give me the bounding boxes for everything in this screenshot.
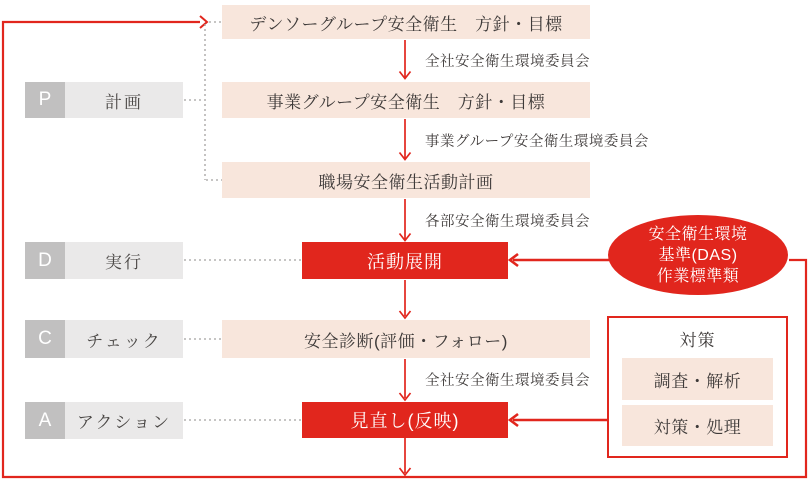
pdca-label-check: チェック [65, 320, 183, 358]
pdca-letter-check: C [25, 320, 65, 358]
feedback-loop-arrowhead [200, 16, 207, 28]
countermeasure-title: 対策 [679, 331, 716, 350]
business-committee-label: 事業グループ安全衛生環境委員会 [425, 134, 649, 150]
pdca-letter-plan: P [25, 82, 65, 118]
standards-to-deploy-arrow [510, 254, 610, 266]
pdca-letter-do: D [25, 242, 65, 279]
pdca-label-action: アクション [65, 402, 183, 439]
safety-diagnosis-box: 安全診断(評価・フォロー) [222, 320, 590, 358]
countermeasure-treatment-box: 対策・処理 [622, 405, 773, 446]
pdca-letter-action: A [25, 402, 65, 439]
company-committee-label: 全社安全衛生環境委員会 [425, 54, 590, 70]
standards-line-2: 基準(DAS) [658, 246, 738, 264]
standards-ellipse [608, 215, 788, 295]
standards-line-3: 作業標準類 [656, 267, 740, 285]
business-group-policy-box: 事業グループ安全衛生 方針・目標 [222, 82, 590, 118]
countermeasure-to-review-arrow [510, 414, 608, 426]
review-box: 見直し(反映) [302, 402, 508, 438]
company-committee-label-2: 全社安全衛生環境委員会 [425, 373, 590, 389]
pdca-label-plan: 計画 [65, 82, 183, 118]
pdca-label-do: 実行 [65, 242, 183, 279]
countermeasure-box [607, 316, 788, 458]
standards-line-1: 安全衛生環境 [648, 225, 748, 243]
workplace-plan-box: 職場安全衛生活動計画 [222, 162, 590, 198]
investigation-analysis-box: 調査・解析 [622, 358, 773, 400]
activity-deployment-box: 活動展開 [302, 242, 508, 279]
denso-group-policy-box: デンソーグループ安全衛生 方針・目標 [222, 5, 590, 39]
dept-committee-label: 各部安全衛生環境委員会 [425, 214, 590, 230]
